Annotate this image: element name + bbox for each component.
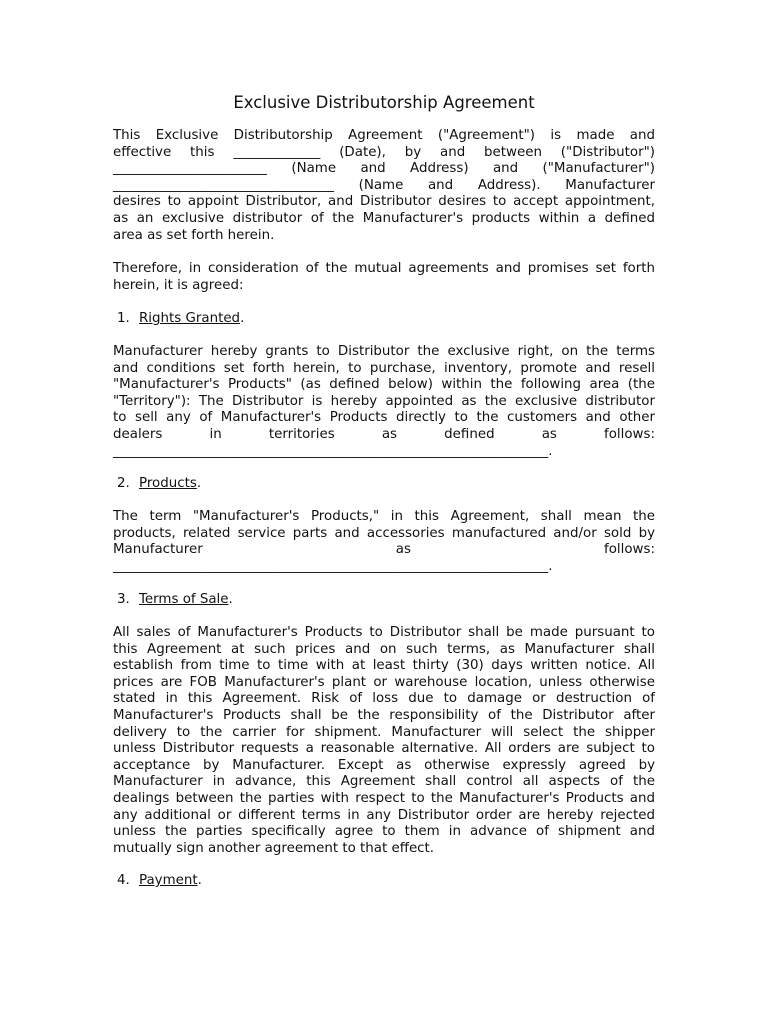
section-number: 2.	[117, 476, 130, 491]
paragraph-line: mutually sign another agreement to that effect.	[113, 840, 435, 856]
paragraph-line: unless Distributor requests a reasonable alternative. All orders are subject to	[113, 741, 655, 757]
intro-paragraph	[113, 128, 655, 244]
paragraph-line: Manufacturer's Products shall be the responsibility of the Distributor after	[113, 707, 655, 723]
paragraph-line: _________________________________ (Name and Address). Manufacturer	[113, 177, 655, 193]
paragraph-line: and conditions set forth herein, to purchase, inventory, promote and resell	[113, 360, 655, 376]
paragraph-line: desires to appoint Distributor, and Distributor desires to accept appointment,	[113, 194, 655, 210]
section-heading-products: 2. Products.	[117, 476, 202, 491]
paragraph-line: "Territory"): The Distributor is hereby appointed as the exclusive distributor	[113, 393, 655, 409]
paragraph-line: This Exclusive Distributorship Agreement ("Agreement") is made and	[113, 128, 655, 143]
document-title: Exclusive Distributorship Agreement	[233, 93, 535, 112]
paragraph-line: "Manufacturer's Products" (as defined below) within the following area (the	[113, 377, 655, 393]
paragraph-line: Manufacturer hereby grants to Distributor the exclusive right, on the terms	[113, 344, 655, 359]
rights-granted-paragraph	[113, 344, 655, 460]
section-title: Terms of Sale	[139, 592, 229, 607]
paragraph-line: establish from time to time with at least thirty (30) days written notice. All	[113, 658, 655, 674]
paragraph-line: stated in this Agreement. Risk of loss due to damage or destruction of	[113, 691, 655, 707]
paragraph-line: as an exclusive distributor of the Manufacturer's products within a defined	[113, 210, 655, 226]
paragraph-line: acceptance by Manufacturer. Except as otherwise expressly agreed by	[113, 757, 655, 773]
paragraph-line: effective this _____________ (Date), by and between ("Distributor")	[113, 144, 655, 160]
section-number: 4.	[117, 873, 130, 888]
section-heading-terms-of-sale: 3. Terms of Sale.	[117, 592, 233, 607]
section-number: 3.	[117, 592, 130, 607]
paragraph-line: herein, it is agreed:	[113, 277, 244, 293]
paragraph-line: dealings between the parties with respect to the Manufacturer's Products and	[113, 790, 655, 806]
paragraph-line: _______________________ (Name and Address) and ("Manufacturer")	[113, 161, 655, 177]
paragraph-line: Manufacturer as follows:	[113, 542, 655, 558]
products-paragraph	[113, 509, 655, 575]
paragraph-line: products, related service parts and accessories manufactured and/or sold by	[113, 525, 655, 541]
section-title: Payment	[139, 873, 198, 888]
paragraph-line: any additional or different terms in any Distributor order are hereby rejected	[113, 807, 655, 823]
paragraph-line: Therefore, in consideration of the mutual agreements and promises set forth	[113, 261, 655, 276]
therefore-paragraph	[113, 261, 655, 294]
paragraph-line: dealers in territories as defined as follows:	[113, 426, 655, 442]
section-title: Products	[139, 476, 197, 491]
paragraph-line: _________________________________________________________________.	[113, 443, 553, 459]
paragraph-line: unless the parties specifically agree to them in advance of shipment and	[113, 824, 655, 840]
paragraph-line: _________________________________________________________________.	[113, 558, 553, 574]
section-title: Rights Granted	[139, 311, 241, 326]
terms-of-sale-paragraph	[113, 625, 655, 857]
paragraph-line: prices are FOB Manufacturer's plant or warehouse location, unless otherwise	[113, 674, 655, 690]
section-number: 1.	[117, 311, 130, 326]
paragraph-line: to sell any of Manufacturer's Products directly to the customers and other	[113, 410, 655, 426]
paragraph-line: this Agreement at such prices and on such terms, as Manufacturer shall	[113, 641, 655, 657]
section-heading-payment: 4. Payment.	[117, 873, 202, 888]
paragraph-line: delivery to the carrier for shipment. Manufacturer will select the shipper	[113, 724, 655, 740]
paragraph-line: area as set forth herein.	[113, 227, 275, 243]
paragraph-line: All sales of Manufacturer's Products to Distributor shall be made pursuant to	[113, 625, 655, 640]
paragraph-line: Manufacturer in advance, this Agreement shall control all aspects of the	[113, 774, 655, 790]
paragraph-line: The term "Manufacturer's Products," in this Agreement, shall mean the	[113, 509, 655, 524]
section-heading-rights-granted: 1. Rights Granted.	[117, 311, 245, 326]
